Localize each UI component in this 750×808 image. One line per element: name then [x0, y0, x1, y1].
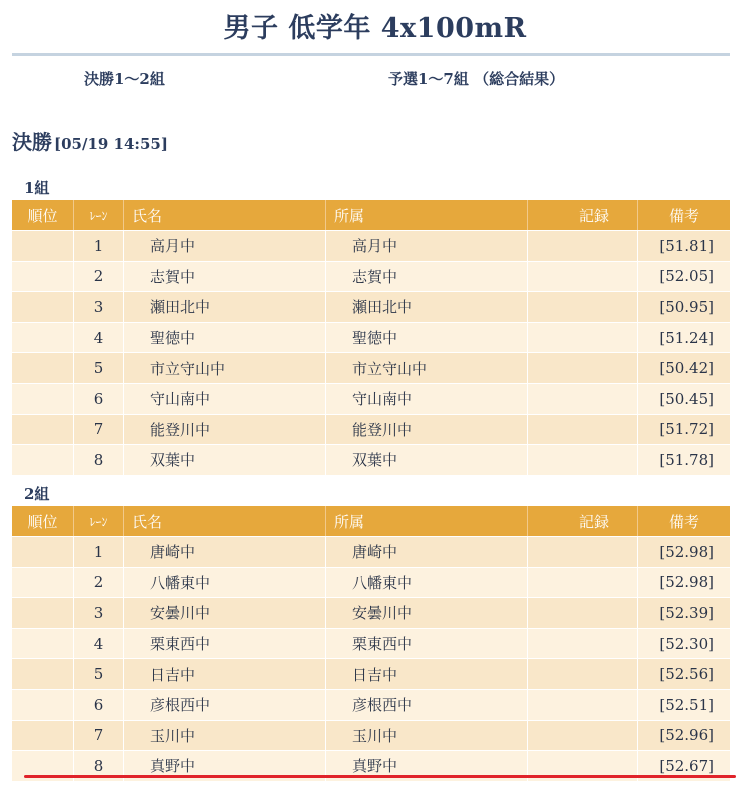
table-row [12, 720, 730, 751]
cell-name: 日吉中 [124, 658, 326, 689]
cell-team: 高月中 [326, 230, 528, 261]
cell-name: 聖徳中 [124, 322, 326, 353]
cell-record [528, 567, 638, 598]
cell-note: [52.98] [638, 567, 730, 598]
cell-record [528, 597, 638, 628]
cell-note: [52.05] [638, 261, 730, 292]
cell-record [528, 383, 638, 414]
cell-note: [52.39] [638, 597, 730, 628]
header-name: 氏名 [124, 200, 326, 230]
cell-team: 能登川中 [326, 414, 528, 445]
table-header-row [12, 200, 730, 230]
group-label-1: 1組 [24, 179, 50, 197]
cell-note: [51.81] [638, 230, 730, 261]
cell-record [528, 720, 638, 751]
cell-lane: 3 [74, 291, 124, 322]
table-row [12, 536, 730, 567]
table-row [12, 567, 730, 598]
header-name: 氏名 [124, 506, 326, 536]
cell-lane: 7 [74, 720, 124, 751]
header-rank: 順位 [12, 506, 74, 536]
cell-rank [12, 597, 74, 628]
cell-rank [12, 567, 74, 598]
title-divider [12, 53, 730, 56]
cell-name: 唐崎中 [124, 536, 326, 567]
cell-name: 安曇川中 [124, 597, 326, 628]
table-row [12, 291, 730, 322]
cell-team: 唐崎中 [326, 536, 528, 567]
table-row [12, 230, 730, 261]
cell-lane: 3 [74, 597, 124, 628]
cell-record [528, 658, 638, 689]
section-title: 決勝 [12, 130, 52, 154]
table-row [12, 352, 730, 383]
header-note: 備考 [638, 200, 730, 230]
table-row [12, 658, 730, 689]
header-record: 記録 [528, 200, 638, 230]
table-row [12, 322, 730, 353]
table-row [12, 383, 730, 414]
cell-name: 瀬田北中 [124, 291, 326, 322]
cell-rank [12, 352, 74, 383]
cell-note: [52.51] [638, 689, 730, 720]
cell-lane: 4 [74, 322, 124, 353]
highlight-underline [24, 775, 736, 778]
cell-record [528, 689, 638, 720]
cell-name: 八幡東中 [124, 567, 326, 598]
header-team: 所属 [326, 200, 528, 230]
cell-name: 市立守山中 [124, 352, 326, 383]
cell-name: 守山南中 [124, 383, 326, 414]
cell-lane: 6 [74, 383, 124, 414]
cell-rank [12, 658, 74, 689]
cell-lane: 2 [74, 261, 124, 292]
cell-team: 瀬田北中 [326, 291, 528, 322]
results-table-group-1 [12, 200, 730, 475]
cell-record [528, 291, 638, 322]
table-row [12, 628, 730, 659]
cell-note: [51.24] [638, 322, 730, 353]
cell-name: 高月中 [124, 230, 326, 261]
cell-lane: 2 [74, 567, 124, 598]
table-row [12, 689, 730, 720]
section-time: [05/19 14:55] [54, 135, 168, 153]
cell-lane: 8 [74, 444, 124, 475]
cell-lane: 1 [74, 230, 124, 261]
cell-team: 彦根西中 [326, 689, 528, 720]
cell-team: 守山南中 [326, 383, 528, 414]
cell-note: [51.78] [638, 444, 730, 475]
section-heading [12, 126, 168, 155]
cell-team: 安曇川中 [326, 597, 528, 628]
cell-record [528, 261, 638, 292]
cell-note: [52.56] [638, 658, 730, 689]
cell-rank [12, 322, 74, 353]
cell-team: 八幡東中 [326, 567, 528, 598]
table-row [12, 597, 730, 628]
cell-name: 双葉中 [124, 444, 326, 475]
cell-team: 志賀中 [326, 261, 528, 292]
cell-lane: 7 [74, 414, 124, 445]
cell-rank [12, 720, 74, 751]
cell-record [528, 414, 638, 445]
cell-note: [52.30] [638, 628, 730, 659]
cell-team: 栗東西中 [326, 628, 528, 659]
cell-note: [51.72] [638, 414, 730, 445]
cell-record [528, 230, 638, 261]
cell-lane: 5 [74, 352, 124, 383]
cell-note: [50.95] [638, 291, 730, 322]
table-row [12, 444, 730, 475]
cell-name: 志賀中 [124, 261, 326, 292]
cell-rank [12, 383, 74, 414]
header-rank: 順位 [12, 200, 74, 230]
cell-lane: 8 [74, 750, 124, 781]
header-record: 記録 [528, 506, 638, 536]
cell-rank [12, 628, 74, 659]
table-header-row [12, 506, 730, 536]
cell-rank [12, 536, 74, 567]
cell-team: 真野中 [326, 750, 528, 781]
cell-name: 能登川中 [124, 414, 326, 445]
cell-name: 栗東西中 [124, 628, 326, 659]
cell-team: 双葉中 [326, 444, 528, 475]
nav-link-prelim[interactable]: 予選1〜7組 （総合結果） [388, 70, 565, 88]
cell-rank [12, 444, 74, 475]
table-row [12, 414, 730, 445]
cell-team: 日吉中 [326, 658, 528, 689]
cell-note: [50.45] [638, 383, 730, 414]
cell-record [528, 444, 638, 475]
cell-rank [12, 414, 74, 445]
cell-team: 市立守山中 [326, 352, 528, 383]
group-label-2: 2組 [24, 485, 50, 503]
cell-team: 玉川中 [326, 720, 528, 751]
nav-link-final[interactable]: 決勝1〜2組 [84, 70, 165, 88]
cell-rank [12, 689, 74, 720]
header-lane: ﾚｰﾝ [74, 506, 124, 536]
cell-team: 聖徳中 [326, 322, 528, 353]
cell-note: [52.98] [638, 536, 730, 567]
cell-rank [12, 230, 74, 261]
cell-rank [12, 261, 74, 292]
cell-rank [12, 291, 74, 322]
cell-lane: 5 [74, 658, 124, 689]
cell-lane: 4 [74, 628, 124, 659]
results-table-group-2 [12, 506, 730, 781]
cell-note: [52.96] [638, 720, 730, 751]
cell-record [528, 352, 638, 383]
cell-lane: 1 [74, 536, 124, 567]
cell-name: 彦根西中 [124, 689, 326, 720]
cell-name: 真野中 [124, 750, 326, 781]
table-row [12, 261, 730, 292]
cell-name: 玉川中 [124, 720, 326, 751]
cell-record [528, 536, 638, 567]
cell-record [528, 322, 638, 353]
header-lane: ﾚｰﾝ [74, 200, 124, 230]
header-note: 備考 [638, 506, 730, 536]
header-team: 所属 [326, 506, 528, 536]
cell-lane: 6 [74, 689, 124, 720]
cell-note: [50.42] [638, 352, 730, 383]
cell-note: [52.67] [638, 750, 730, 781]
cell-record [528, 628, 638, 659]
page-title: 男子 低学年 4x100mR [223, 13, 527, 44]
